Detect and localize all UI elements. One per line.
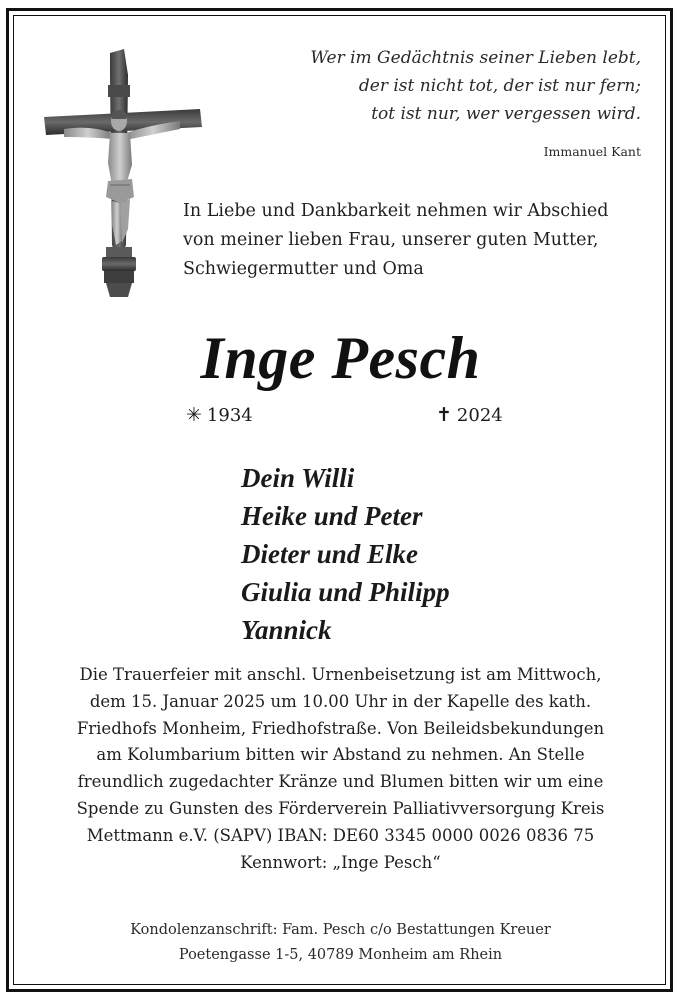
service-line: Die Trauerfeier mit anschl. Urnenbeisetzung ist am Mittwoch, bbox=[79, 665, 602, 684]
intro-line: In Liebe und Dankbarkeit nehmen wir Abschied bbox=[183, 201, 609, 221]
death-year: 2024 bbox=[456, 405, 503, 426]
service-line: Mettmann e.V. (SAPV) IBAN: DE60 3345 0000 0026 0836 75 bbox=[86, 825, 595, 845]
condolence-line: Kondolenzanschrift: Fam. Pesch c/o Bestattungen Kreuer bbox=[130, 922, 551, 938]
quote-line: Wer im Gedächtnis seiner Lieben lebt, bbox=[310, 48, 641, 68]
intro-line: Schwiegermutter und Oma bbox=[183, 259, 424, 279]
intro-line: von meiner lieben Frau, unserer guten Mutter, bbox=[183, 230, 599, 250]
service-info bbox=[30, 662, 651, 876]
service-line: freundlich zugedachter Kränze und Blumen bitten wir um eine bbox=[77, 772, 604, 792]
quote-author: Immanuel Kant bbox=[543, 144, 641, 159]
quote-line: der ist nicht tot, der ist nur fern; bbox=[358, 76, 641, 96]
family-member: Dieter und Elke bbox=[241, 539, 419, 569]
birth-date bbox=[186, 404, 253, 426]
service-line: Kennwort: „Inge Pesch“ bbox=[240, 852, 441, 872]
service-line: Spende zu Gunsten des Förderverein Palliativversorgung Kreis bbox=[76, 798, 605, 818]
service-line: dem 15. Januar 2025 um 10.00 Uhr in der Kapelle des kath. bbox=[89, 691, 592, 711]
condolence-line: Poetengasse 1-5, 40789 Monheim am Rhein bbox=[178, 947, 503, 963]
deceased-name: Inge Pesch bbox=[200, 325, 481, 391]
birth-year: 1934 bbox=[206, 405, 253, 426]
family-member: Giulia und Philipp bbox=[241, 577, 450, 607]
family-member: Yannick bbox=[241, 615, 332, 645]
quote-line: tot ist nur, wer vergessen wird. bbox=[371, 104, 641, 124]
service-line: Friedhofs Monheim, Friedhofstraße. Von Beileidsbekundungen bbox=[76, 718, 605, 738]
family-member: Dein Willi bbox=[241, 463, 355, 493]
service-line: am Kolumbarium bitten wir Abstand zu nehmen. An Stelle bbox=[96, 745, 585, 765]
birth-star-icon: ✳ bbox=[186, 404, 202, 426]
intro-text bbox=[183, 197, 653, 284]
death-date bbox=[436, 404, 503, 426]
condolence-address bbox=[30, 918, 651, 968]
death-cross-icon: ✝ bbox=[436, 404, 452, 426]
quote bbox=[221, 44, 641, 128]
family-member: Heike und Peter bbox=[241, 501, 423, 531]
family-list bbox=[241, 459, 641, 649]
